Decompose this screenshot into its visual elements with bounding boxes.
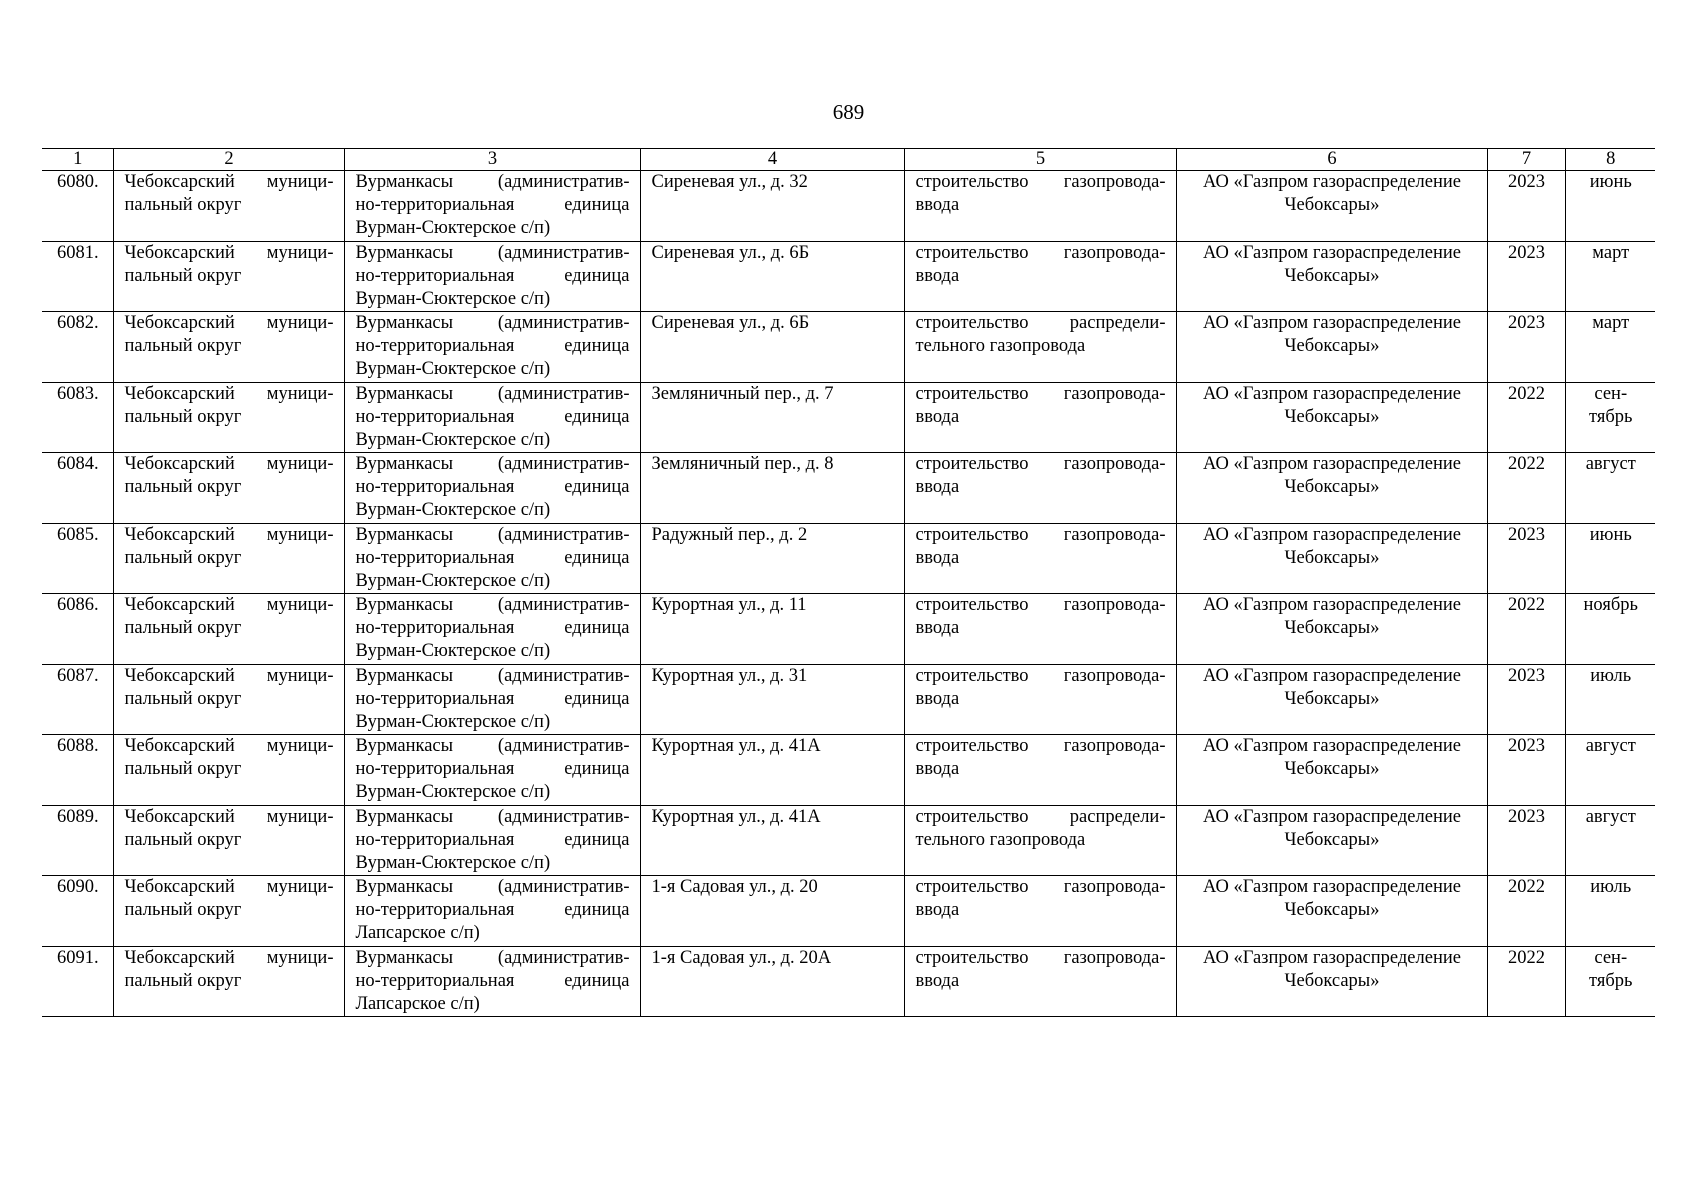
column-header: 7 <box>1487 149 1565 171</box>
column-header: 8 <box>1565 149 1655 171</box>
settlement-line: Вурманкасы (административ- <box>355 736 630 756</box>
table-row <box>42 382 1655 453</box>
org-line: Чебоксары» <box>1284 547 1380 568</box>
work-line: тельного газопровода <box>915 829 1086 850</box>
year-cell: 2022 <box>1487 453 1565 524</box>
organization-cell <box>1176 312 1487 383</box>
work-type-cell <box>904 241 1176 312</box>
row-number-cell: 6091. <box>42 946 113 1017</box>
work-line: ввода <box>915 195 960 215</box>
work-line: строительство газопровода- <box>915 524 1166 545</box>
year-cell: 2022 <box>1487 382 1565 453</box>
district-line: пальный округ <box>124 265 242 286</box>
column-header: 5 <box>904 149 1176 171</box>
address-cell: Сиреневая ул., д. 32 <box>640 171 904 242</box>
settlement-cell <box>344 805 640 876</box>
month-line: март <box>1592 313 1630 333</box>
organization-cell <box>1176 171 1487 242</box>
org-line: АО «Газпром газораспределение <box>1203 736 1461 756</box>
settlement-cell <box>344 312 640 383</box>
month-cell <box>1565 594 1655 665</box>
district-cell <box>113 735 344 806</box>
address-cell: Сиреневая ул., д. 6Б <box>640 241 904 312</box>
district-cell <box>113 523 344 594</box>
settlement-line: Вурман-Сюктерское с/п) <box>355 782 551 802</box>
settlement-cell <box>344 382 640 453</box>
row-number-cell: 6088. <box>42 735 113 806</box>
settlement-line: но-территориальная единица <box>355 336 630 356</box>
settlement-line: Вурман-Сюктерское с/п) <box>355 429 551 450</box>
settlement-line: Вурманкасы (административ- <box>355 947 630 968</box>
settlement-line: Вурман-Сюктерское с/п) <box>355 711 551 732</box>
address-cell: Сиреневая ул., д. 6Б <box>640 312 904 383</box>
organization-cell <box>1176 805 1487 876</box>
work-line: ввода <box>915 759 960 779</box>
row-number-cell: 6086. <box>42 594 113 665</box>
district-line: пальный округ <box>124 618 242 638</box>
district-line: Чебоксарский муници- <box>124 877 334 897</box>
org-line: Чебоксары» <box>1284 195 1380 215</box>
work-type-cell <box>904 594 1176 665</box>
table-row <box>42 876 1655 947</box>
row-number-cell: 6083. <box>42 382 113 453</box>
month-cell <box>1565 382 1655 453</box>
work-line: строительство газопровода- <box>915 242 1166 263</box>
work-line: ввода <box>915 406 960 427</box>
org-line: Чебоксары» <box>1284 265 1380 286</box>
month-line: июль <box>1590 665 1632 686</box>
org-line: Чебоксары» <box>1284 900 1380 920</box>
settlement-line: Вурман-Сюктерское с/п) <box>355 570 551 591</box>
year-cell: 2023 <box>1487 241 1565 312</box>
month-cell <box>1565 805 1655 876</box>
month-line: август <box>1585 454 1636 474</box>
settlement-line: Вурман-Сюктерское с/п) <box>355 218 551 238</box>
year-cell: 2022 <box>1487 594 1565 665</box>
org-line: Чебоксары» <box>1284 618 1380 638</box>
month-line: март <box>1592 242 1630 263</box>
work-line: строительство газопровода- <box>915 454 1166 474</box>
work-line: строительство газопровода- <box>915 665 1166 686</box>
month-line: сен- <box>1594 947 1628 968</box>
district-line: Чебоксарский муници- <box>124 665 334 686</box>
settlement-line: Вурман-Сюктерское с/п) <box>355 641 551 661</box>
district-line: Чебоксарский муници- <box>124 313 334 333</box>
district-cell <box>113 241 344 312</box>
address-cell: Курортная ул., д. 41А <box>640 805 904 876</box>
work-type-cell <box>904 312 1176 383</box>
org-line: Чебоксары» <box>1284 406 1380 427</box>
org-line: Чебоксары» <box>1284 336 1380 356</box>
month-cell <box>1565 312 1655 383</box>
district-cell <box>113 664 344 735</box>
work-type-cell <box>904 946 1176 1017</box>
org-line: АО «Газпром газораспределение <box>1203 172 1461 192</box>
month-cell <box>1565 735 1655 806</box>
district-line: Чебоксарский муници- <box>124 947 334 968</box>
district-cell <box>113 382 344 453</box>
gas-register-table <box>42 148 1655 1017</box>
work-line: строительство газопровода- <box>915 877 1166 897</box>
row-number-cell: 6084. <box>42 453 113 524</box>
month-line: июнь <box>1589 524 1632 545</box>
work-line: строительство газопровода- <box>915 595 1166 615</box>
district-cell <box>113 946 344 1017</box>
settlement-line: но-территориальная единица <box>355 406 630 427</box>
table-body <box>42 171 1655 1017</box>
district-cell <box>113 876 344 947</box>
district-cell <box>113 453 344 524</box>
work-line: ввода <box>915 477 960 497</box>
page-number: 689 <box>832 100 865 124</box>
work-line: ввода <box>915 688 960 709</box>
district-line: пальный округ <box>124 900 242 920</box>
settlement-line: Вурманкасы (административ- <box>355 595 630 615</box>
year-cell: 2023 <box>1487 664 1565 735</box>
table-row <box>42 805 1655 876</box>
settlement-cell <box>344 664 640 735</box>
settlement-line: но-территориальная единица <box>355 477 630 497</box>
organization-cell <box>1176 453 1487 524</box>
settlement-line: но-территориальная единица <box>355 195 630 215</box>
row-number-cell: 6090. <box>42 876 113 947</box>
settlement-cell <box>344 241 640 312</box>
settlement-line: Вурманкасы (административ- <box>355 665 630 686</box>
org-line: АО «Газпром газораспределение <box>1203 313 1461 333</box>
work-type-cell <box>904 171 1176 242</box>
organization-cell <box>1176 946 1487 1017</box>
address-cell: 1-я Садовая ул., д. 20 <box>640 876 904 947</box>
district-line: Чебоксарский муници- <box>124 454 334 474</box>
column-header: 4 <box>640 149 904 171</box>
work-type-cell <box>904 382 1176 453</box>
settlement-line: Вурманкасы (административ- <box>355 242 630 263</box>
row-number-cell: 6089. <box>42 805 113 876</box>
settlement-line: Вурманкасы (административ- <box>355 524 630 545</box>
organization-cell <box>1176 523 1487 594</box>
organization-cell <box>1176 382 1487 453</box>
month-cell <box>1565 946 1655 1017</box>
settlement-line: Вурманкасы (административ- <box>355 806 630 827</box>
month-line: ноябрь <box>1583 595 1638 615</box>
work-line: строительство газопровода- <box>915 383 1166 404</box>
work-type-cell <box>904 876 1176 947</box>
org-line: АО «Газпром газораспределение <box>1203 242 1461 263</box>
district-line: пальный округ <box>124 688 242 709</box>
month-line: тябрь <box>1589 970 1633 991</box>
table-row <box>42 453 1655 524</box>
district-line: пальный округ <box>124 336 242 356</box>
settlement-cell <box>344 523 640 594</box>
org-line: АО «Газпром газораспределение <box>1203 947 1461 968</box>
work-line: строительство газопровода- <box>915 736 1166 756</box>
work-line: тельного газопровода <box>915 336 1086 356</box>
organization-cell <box>1176 241 1487 312</box>
row-number-cell: 6081. <box>42 241 113 312</box>
work-line: строительство газопровода- <box>915 947 1166 968</box>
month-cell <box>1565 876 1655 947</box>
work-type-cell <box>904 805 1176 876</box>
work-line: строительство газопровода- <box>915 172 1166 192</box>
org-line: Чебоксары» <box>1284 688 1380 709</box>
month-line: сен- <box>1594 383 1628 404</box>
work-line: ввода <box>915 547 960 568</box>
district-line: пальный округ <box>124 759 242 779</box>
address-cell: Земляничный пер., д. 8 <box>640 453 904 524</box>
table-header <box>42 149 1655 171</box>
district-line: пальный округ <box>124 406 242 427</box>
settlement-line: Вурманкасы (административ- <box>355 172 630 192</box>
settlement-line: Вурманкасы (административ- <box>355 877 630 897</box>
year-cell: 2023 <box>1487 171 1565 242</box>
month-cell <box>1565 453 1655 524</box>
table-row <box>42 523 1655 594</box>
organization-cell <box>1176 876 1487 947</box>
settlement-line: но-территориальная единица <box>355 688 630 709</box>
settlement-line: но-территориальная единица <box>355 618 630 638</box>
work-line: ввода <box>915 265 960 286</box>
org-line: Чебоксары» <box>1284 829 1380 850</box>
district-line: Чебоксарский муници- <box>124 172 334 192</box>
settlement-line: Лапсарское с/п) <box>355 923 480 943</box>
table-row <box>42 594 1655 665</box>
year-cell: 2023 <box>1487 312 1565 383</box>
address-cell: 1-я Садовая ул., д. 20А <box>640 946 904 1017</box>
district-line: пальный округ <box>124 195 242 215</box>
work-line: строительство распредели- <box>915 313 1166 333</box>
district-line: пальный округ <box>124 547 242 568</box>
settlement-line: Вурманкасы (административ- <box>355 383 630 404</box>
year-cell: 2023 <box>1487 805 1565 876</box>
work-line: ввода <box>915 900 960 920</box>
work-type-cell <box>904 735 1176 806</box>
district-cell <box>113 805 344 876</box>
table-row <box>42 241 1655 312</box>
settlement-line: но-территориальная единица <box>355 265 630 286</box>
district-line: Чебоксарский муници- <box>124 806 334 827</box>
row-number-cell: 6082. <box>42 312 113 383</box>
column-header: 6 <box>1176 149 1487 171</box>
settlement-line: но-территориальная единица <box>355 547 630 568</box>
address-cell: Курортная ул., д. 31 <box>640 664 904 735</box>
month-line: август <box>1585 806 1636 827</box>
column-header: 2 <box>113 149 344 171</box>
org-line: Чебоксары» <box>1284 970 1380 991</box>
address-cell: Курортная ул., д. 41А <box>640 735 904 806</box>
settlement-cell <box>344 735 640 806</box>
district-line: пальный округ <box>124 477 242 497</box>
settlement-line: но-территориальная единица <box>355 970 630 991</box>
district-line: Чебоксарский муници- <box>124 383 334 404</box>
settlement-line: Вурман-Сюктерское с/п) <box>355 852 551 873</box>
settlement-line: Вурманкасы (административ- <box>355 313 630 333</box>
month-cell <box>1565 171 1655 242</box>
district-line: пальный округ <box>124 970 242 991</box>
district-line: Чебоксарский муници- <box>124 736 334 756</box>
settlement-line: но-территориальная единица <box>355 759 630 779</box>
org-line: АО «Газпром газораспределение <box>1203 595 1461 615</box>
table-row <box>42 735 1655 806</box>
settlement-line: Вурманкасы (административ- <box>355 454 630 474</box>
district-line: Чебоксарский муници- <box>124 524 334 545</box>
district-cell <box>113 312 344 383</box>
district-line: пальный округ <box>124 829 242 850</box>
year-cell: 2022 <box>1487 876 1565 947</box>
organization-cell <box>1176 664 1487 735</box>
settlement-cell <box>344 946 640 1017</box>
month-cell <box>1565 664 1655 735</box>
year-cell: 2023 <box>1487 735 1565 806</box>
row-number-cell: 6085. <box>42 523 113 594</box>
work-type-cell <box>904 453 1176 524</box>
column-header: 3 <box>344 149 640 171</box>
settlement-cell <box>344 171 640 242</box>
district-cell <box>113 594 344 665</box>
organization-cell <box>1176 594 1487 665</box>
address-cell: Радужный пер., д. 2 <box>640 523 904 594</box>
organization-cell <box>1176 735 1487 806</box>
month-line: август <box>1585 736 1636 756</box>
table-row <box>42 664 1655 735</box>
table-row <box>42 171 1655 242</box>
address-cell: Курортная ул., д. 11 <box>640 594 904 665</box>
settlement-line: но-территориальная единица <box>355 900 630 920</box>
org-line: АО «Газпром газораспределение <box>1203 383 1461 404</box>
org-line: Чебоксары» <box>1284 477 1380 497</box>
settlement-line: Лапсарское с/п) <box>355 993 480 1014</box>
settlement-line: но-территориальная единица <box>355 829 630 850</box>
district-line: Чебоксарский муници- <box>124 242 334 263</box>
month-line: июнь <box>1589 172 1632 192</box>
month-cell <box>1565 241 1655 312</box>
org-line: АО «Газпром газораспределение <box>1203 877 1461 897</box>
org-line: АО «Газпром газораспределение <box>1203 665 1461 686</box>
settlement-line: Вурман-Сюктерское с/п) <box>355 288 551 309</box>
settlement-cell <box>344 876 640 947</box>
org-line: АО «Газпром газораспределение <box>1203 806 1461 827</box>
settlement-line: Вурман-Сюктерское с/п) <box>355 359 551 379</box>
month-line: июль <box>1590 877 1632 897</box>
org-line: Чебоксары» <box>1284 759 1380 779</box>
work-line: ввода <box>915 618 960 638</box>
org-line: АО «Газпром газораспределение <box>1203 524 1461 545</box>
work-line: ввода <box>915 970 960 991</box>
row-number-cell: 6087. <box>42 664 113 735</box>
district-line: Чебоксарский муници- <box>124 595 334 615</box>
work-type-cell <box>904 664 1176 735</box>
address-cell: Земляничный пер., д. 7 <box>640 382 904 453</box>
column-header: 1 <box>42 149 113 171</box>
month-cell <box>1565 523 1655 594</box>
year-cell: 2022 <box>1487 946 1565 1017</box>
work-type-cell <box>904 523 1176 594</box>
month-line: тябрь <box>1589 406 1633 427</box>
settlement-cell <box>344 594 640 665</box>
header-row <box>42 149 1655 171</box>
year-cell: 2023 <box>1487 523 1565 594</box>
work-line: строительство распредели- <box>915 806 1166 827</box>
district-cell <box>113 171 344 242</box>
table-row <box>42 312 1655 383</box>
settlement-line: Вурман-Сюктерское с/п) <box>355 500 551 520</box>
row-number-cell: 6080. <box>42 171 113 242</box>
org-line: АО «Газпром газораспределение <box>1203 454 1461 474</box>
settlement-cell <box>344 453 640 524</box>
table-row <box>42 946 1655 1017</box>
